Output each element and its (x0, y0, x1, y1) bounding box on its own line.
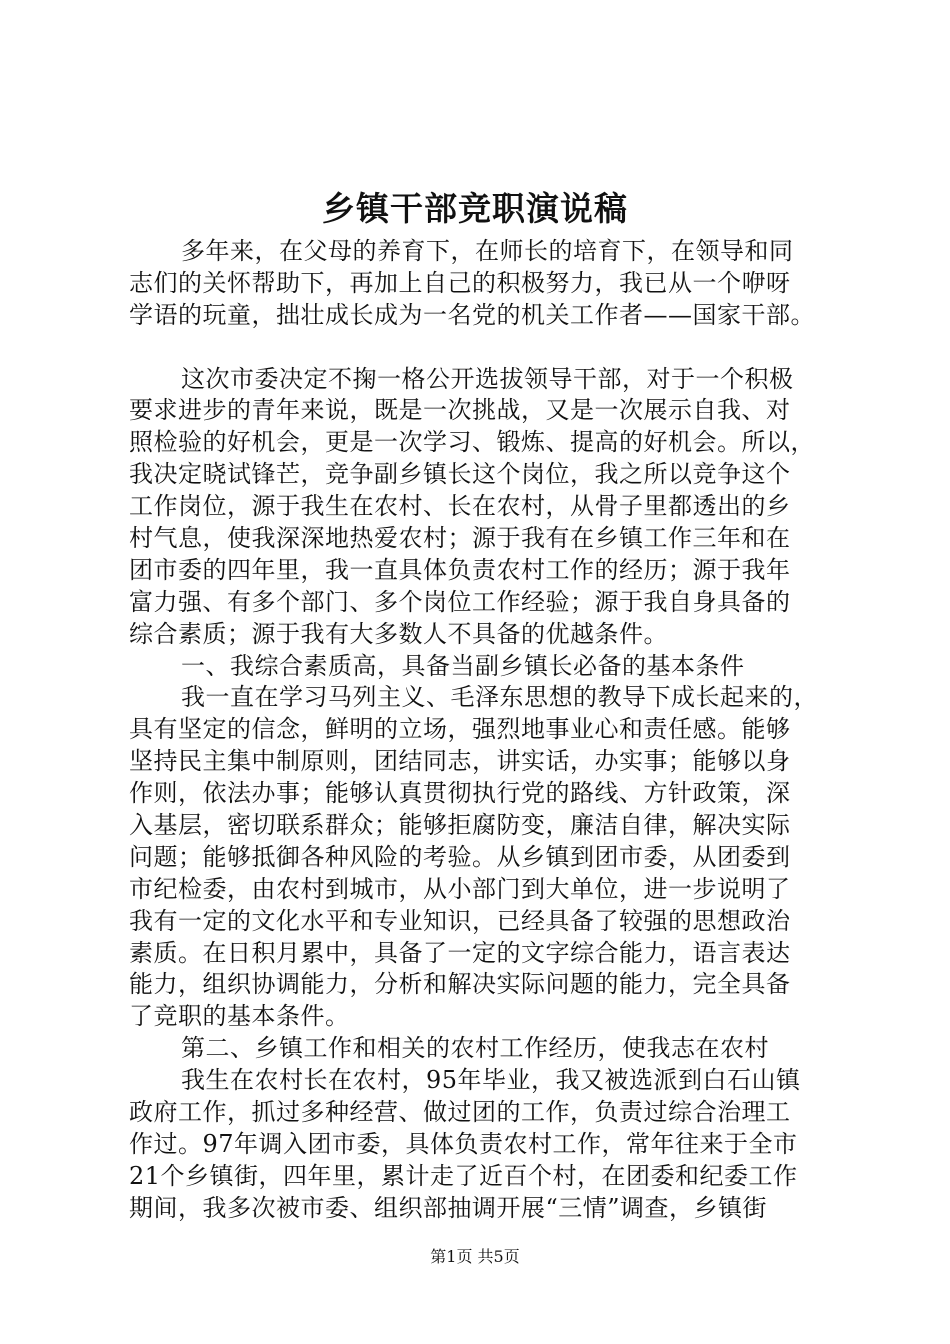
text-line: 志们的关怀帮助下，再加上自己的积极努力，我已从一个咿呀 (129, 268, 791, 297)
text-line: 能力，组织协调能力，分析和解决实际问题的能力，完全具备 (129, 970, 791, 999)
text-line: 我生在农村长在农村，95年毕业，我又被选派到白石山镇 (181, 1066, 801, 1095)
text-line: 作过。97年调入团市委，具体负责农村工作，常年往来于全市 (129, 1129, 798, 1158)
text-line: 学语的玩童，拙壮成长成为一名党的机关工作者——国家干部。 (129, 300, 815, 329)
paragraph (129, 1065, 833, 1224)
text-line: 市纪检委，由农村到城市，从小部门到大单位，进一步说明了 (129, 874, 791, 903)
text-line: 入基层，密切联系群众；能够拒腐防变，廉洁自律，解决实际 (129, 811, 791, 840)
text-line: 第二、乡镇工作和相关的农村工作经历，使我志在农村 (181, 1034, 769, 1063)
text-line: 要求进步的青年来说，既是一次挑战，又是一次展示自我、对 (129, 396, 791, 425)
text-line: 这次市委决定不掬一格公开选拔领导干部，对于一个积极 (181, 364, 794, 393)
text-line: 综合素质；源于我有大多数人不具备的优越条件。 (129, 619, 668, 648)
text-line: 我决定晓试锋芒，竞争副乡镇长这个岗位，我之所以竞争这个 (129, 460, 791, 489)
text-line: 一、我综合素质高，具备当副乡镇长必备的基本条件 (181, 651, 745, 680)
text-line: 问题；能够抵御各种风险的考验。从乡镇到团市委，从团委到 (129, 842, 791, 871)
paragraph (129, 364, 833, 651)
text-line: 了竞职的基本条件。 (129, 1002, 350, 1031)
text-line: 我有一定的文化水平和专业知识，已经具备了较强的思想政治 (129, 906, 791, 935)
document-title: 乡镇干部竞职演说稿 (322, 189, 628, 228)
section-heading (129, 651, 833, 683)
paragraph (129, 236, 833, 332)
paragraph (129, 682, 833, 1033)
text-line: 工作岗位，源于我生在农村、长在农村，从骨子里都透出的乡 (129, 492, 791, 521)
text-line: 素质。在日积月累中，具备了一定的文字综合能力，语言表达 (129, 938, 791, 967)
text-line: 我一直在学习马列主义、毛泽东思想的教导下成长起来的， (181, 683, 818, 712)
text-line: 坚持民主集中制原则，团结同志，讲实话，办实事；能够以身 (129, 747, 791, 776)
text-line: 期间，我多次被市委、组织部抽调开展“三情”调查，乡镇街 (129, 1193, 768, 1222)
text-line: 作则，依法办事；能够认真贯彻执行党的路线、方针政策，深 (129, 779, 791, 808)
page-footer: 第1页 共5页 (430, 1247, 520, 1266)
section-heading (129, 1033, 833, 1065)
text-line: 村气息，使我深深地热爱农村；源于我有在乡镇工作三年和在 (129, 524, 791, 553)
text-line: 政府工作，抓过多种经营、做过团的工作，负责过综合治理工 (129, 1098, 791, 1127)
blank-line (129, 332, 833, 364)
text-line: 团市委的四年里，我一直具体负责农村工作的经历；源于我年 (129, 555, 791, 584)
text-line: 富力强、有多个部门、多个岗位工作经验；源于我自身具备的 (129, 587, 791, 616)
document-body (129, 236, 833, 1225)
text-line: 21个乡镇街，四年里，累计走了近百个村，在团委和纪委工作 (129, 1161, 798, 1190)
text-line: 多年来，在父母的养育下，在师长的培育下，在领导和同 (181, 237, 794, 265)
text-line: 具有坚定的信念，鲜明的立场，强烈地事业心和责任感。能够 (129, 715, 791, 744)
text-line: 照检验的好机会，更是一次学习、锻炼、提高的好机会。所以， (129, 428, 815, 457)
